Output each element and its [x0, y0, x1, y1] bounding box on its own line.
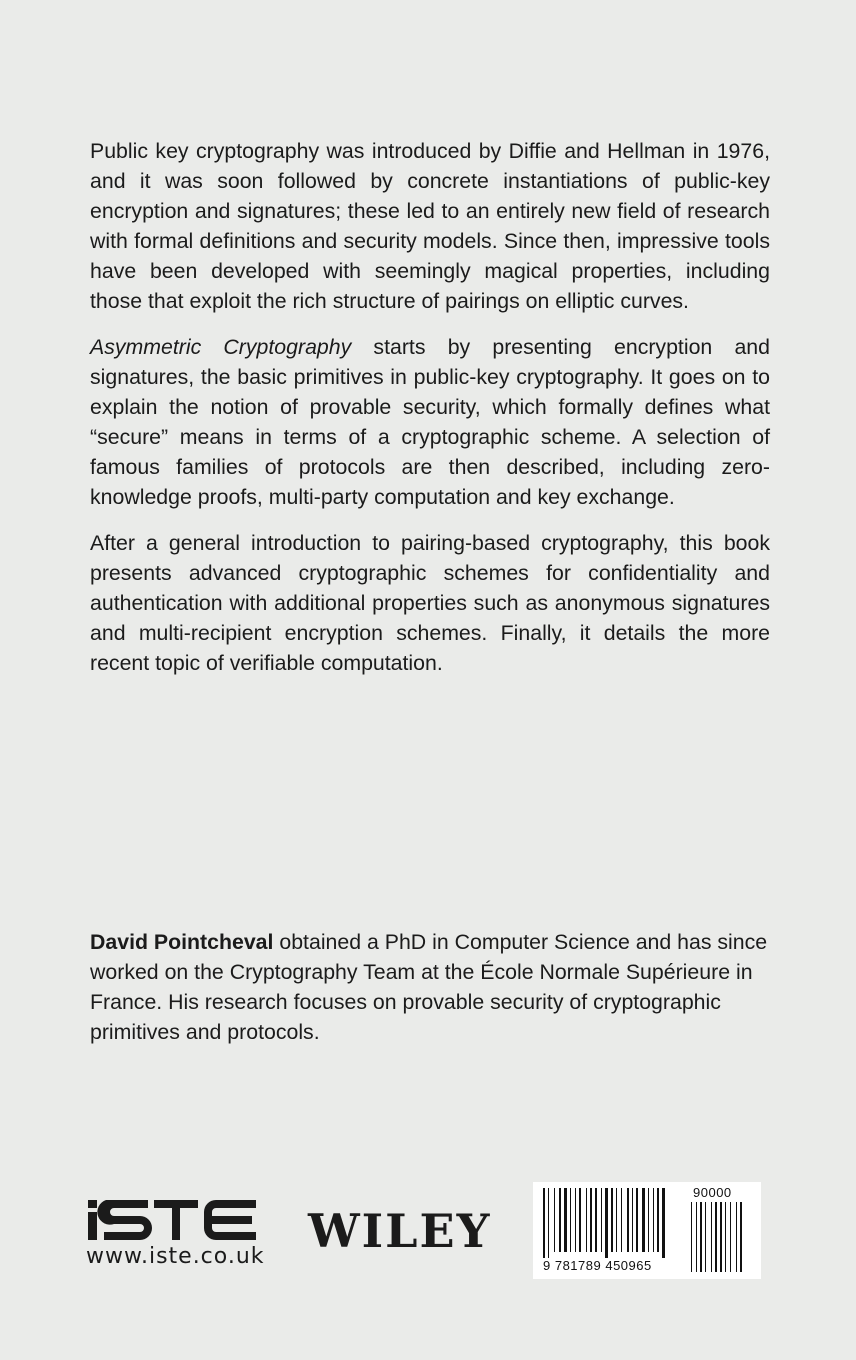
isbn-barcode: [533, 1182, 761, 1279]
addon-bar: [720, 1202, 722, 1272]
barcode-bar: [543, 1188, 545, 1258]
barcode-bar: [657, 1188, 659, 1252]
author-bio-paragraph: [90, 927, 780, 1047]
barcode-bar: [632, 1188, 633, 1252]
addon-bar: [691, 1202, 692, 1272]
barcode-bar: [621, 1188, 622, 1252]
barcode-bar: [548, 1188, 549, 1258]
barcode-bar: [586, 1188, 587, 1252]
price-code: 90000: [693, 1185, 732, 1200]
back-cover-blurb: [90, 136, 770, 694]
barcode-bar: [627, 1188, 629, 1252]
barcode-bar: [611, 1188, 613, 1252]
addon-bar: [740, 1202, 742, 1272]
barcode-bar: [595, 1188, 597, 1252]
addon-bar: [711, 1202, 712, 1272]
blurb-paragraph-2: [90, 332, 770, 512]
addon-bar: [715, 1202, 717, 1272]
author-bio-text: obtained a PhD in Computer Science and has since worked on the Cryptography Team at the École Normale Supérieure in France. His research focuses on provable security of cryptographic primitives and protocols.: [90, 930, 768, 1044]
barcode-bar: [648, 1188, 649, 1252]
blurb-paragraph-3: After a general introduction to pairing-based cryptography, this book presents advanced cryptographic schemes for confidentiality and authentication with additional properties such as anonymous signatures and multi-recipient encryption schemes. Finally, it details the more recent topic of verifiable computation.: [90, 531, 770, 675]
barcode-bar: [616, 1188, 617, 1252]
barcode-bar: [575, 1188, 576, 1252]
isbn-digits: 9 781789 450965: [543, 1258, 652, 1273]
addon-bar: [700, 1202, 702, 1272]
addon-bar: [705, 1202, 706, 1272]
barcode-bar: [564, 1188, 567, 1252]
blurb-paragraph-2-text: starts by presenting encryption and signatures, the basic primitives in public-key cryptography. It goes on to explain the notion of provable security, which formally defines what “secure” means in terms of a cryptographic scheme. A selection of famous families of protocols are then described, including zero-knowledge proofs, multi-party computation and key exchange.: [90, 335, 770, 509]
barcode-bar: [590, 1188, 592, 1252]
barcode-bar: [601, 1188, 602, 1252]
barcode-bar: [579, 1188, 581, 1252]
author-name: David Pointcheval: [90, 930, 274, 954]
iste-logo: [86, 1198, 258, 1242]
barcode-bar: [554, 1188, 555, 1252]
barcode-bar: [636, 1188, 638, 1252]
barcode-bar: [653, 1188, 654, 1252]
barcode-bar: [570, 1188, 571, 1252]
addon-bar: [725, 1202, 726, 1272]
addon-bar: [696, 1202, 697, 1272]
wiley-logo: WILEY: [308, 1204, 492, 1258]
barcode-bar: [559, 1188, 561, 1252]
book-title: Asymmetric Cryptography: [90, 335, 352, 359]
barcode-bar: [642, 1188, 645, 1252]
iste-block: [86, 1198, 276, 1269]
addon-bar: [730, 1202, 731, 1272]
iste-url: www.iste.co.uk: [86, 1244, 265, 1269]
barcode-bar: [662, 1188, 665, 1258]
barcode-bar: [605, 1188, 608, 1258]
author-bio: [90, 927, 780, 1047]
addon-bar: [736, 1202, 737, 1272]
blurb-paragraph-1: Public key cryptography was introduced by Diffie and Hellman in 1976, and it was soon followed by concrete instantiations of public-key encryption and signatures; these led to an entirely new field of research with formal definitions and security models. Since then, impressive tools have been developed with seemingly magical properties, including those that exploit the rich structure of pairings on elliptic curves.: [90, 139, 770, 313]
